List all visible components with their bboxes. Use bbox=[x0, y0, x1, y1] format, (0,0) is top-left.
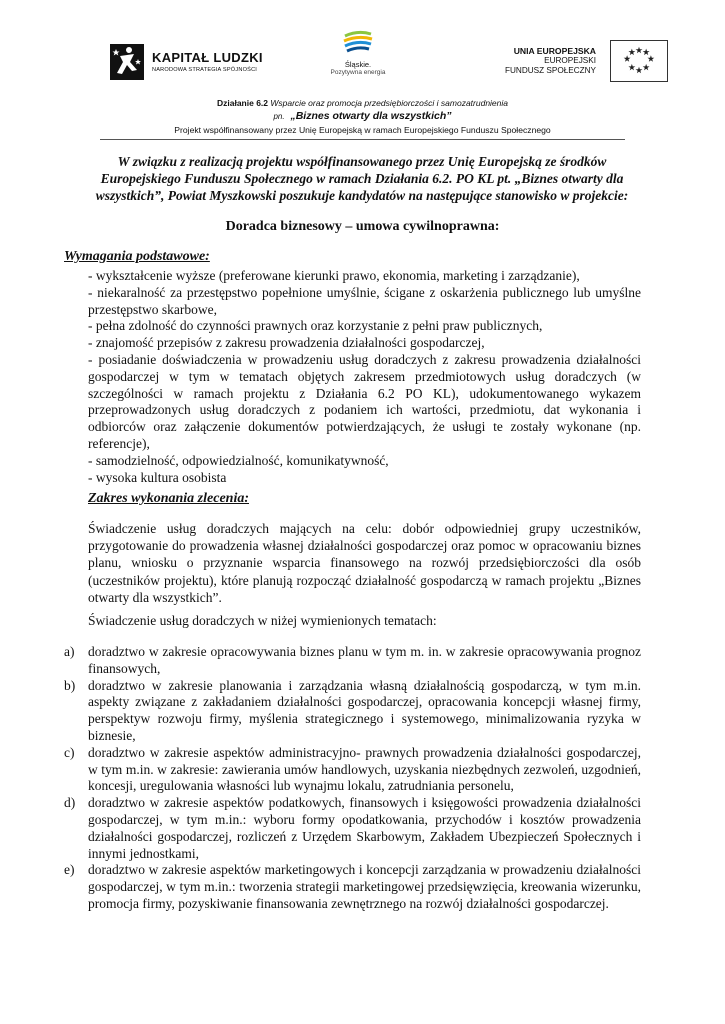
topic-item bbox=[64, 862, 641, 912]
pn-label: pn. bbox=[273, 112, 285, 121]
requirements-list bbox=[88, 268, 641, 486]
requirement-item: - samodzielność, odpowiedzialność, komunikatywność, bbox=[88, 452, 389, 468]
eu-line-3: FUNDUSZ SPOŁECZNY bbox=[505, 66, 596, 75]
requirement-item: - pełna zdolność do czynności prawnych oraz korzystanie z pełni praw publicznych, bbox=[88, 318, 543, 334]
intro-paragraph: W związku z realizacją projektu współfinansowanego przez Unię Europejską ze środków Europejskiego Funduszu Społecznego w ramach Działania 6.2. PO KL pt. „Biznes otwarty dla wszystkich”, Powiat Myszkowski poszukuje kandydatów na następujące stanowisko w projekcie: bbox=[95, 154, 629, 203]
eu-logo bbox=[494, 40, 674, 86]
topic-marker: d) bbox=[64, 795, 76, 811]
action-label: Działanie 6.2 bbox=[216, 98, 269, 108]
topics-intro: Świadczenie usług doradczych w niżej wymienionych tematach: bbox=[88, 613, 437, 628]
scope-heading: Zakres wykonania zlecenia: bbox=[88, 491, 249, 506]
kapital-ludzki-title: KAPITAŁ LUDZKI bbox=[152, 50, 263, 65]
topic-text: doradztwo w zakresie aspektów marketingowych i koncepcji zarządzania w prowadzeniu działalności gospodarczej, w tym m.in.: tworzenia strategii marketingowej przedsięwzięcia, kreowania wizerunku, promocja firmy, pozyskiwanie finansowania zewnętrznego na rozwój działalności gospodarczej. bbox=[88, 862, 641, 911]
topic-item bbox=[64, 795, 641, 862]
project-header bbox=[60, 97, 665, 136]
action-line bbox=[60, 97, 665, 109]
slaskie-logo bbox=[318, 28, 398, 84]
topic-marker: b) bbox=[64, 677, 76, 693]
topic-text: doradztwo w zakresie aspektów administracyjno- prawnych prowadzenia działalności gospodarczej, w tym m.in. w zakresie: zawierania umów handlowych, uzyskania niezbędnych zezwoleń, uzgodnień, koncesji, uregulowania własności lub wynajmu lokalu, zatrudniania personelu, bbox=[88, 744, 641, 794]
header-divider bbox=[100, 139, 625, 140]
logo-bar bbox=[0, 0, 725, 90]
topic-item bbox=[64, 644, 641, 678]
slaskie-name: Śląskie. bbox=[344, 60, 372, 69]
requirement-item: - znajomość przepisów z zakresu prowadzenia działalności gospodarczej, bbox=[88, 335, 485, 351]
topic-item bbox=[64, 678, 641, 745]
kapital-ludzki-subtitle: NARODOWA STRATEGIA SPÓJNOŚCI bbox=[152, 67, 258, 73]
topics-list bbox=[64, 644, 641, 913]
topic-text: doradztwo w zakresie planowania i zarządzania własną działalnością gospodarczą, w tym m.in. aspekty związane z zakładaniem działalności gospodarczej, opracowania koncepcji własnej firmy, perspektyw rozwoju firmy, myślenia strategicznego i systemowego, minimalizowania ryzyka w biznesie, bbox=[88, 677, 641, 743]
kapital-ludzki-icon bbox=[110, 44, 144, 80]
requirements-heading: Wymagania podstawowe: bbox=[64, 249, 210, 264]
eu-line-1: UNIA EUROPEJSKA bbox=[513, 46, 596, 56]
requirement-item: - wykształcenie wyższe (preferowane kierunki prawo, ekonomia, marketing i zarządzanie), bbox=[88, 268, 580, 283]
eu-line-2: EUROPEJSKI bbox=[544, 56, 596, 65]
project-name: „Biznes otwarty dla wszystkich” bbox=[290, 110, 452, 122]
slaskie-wave-icon bbox=[341, 28, 375, 56]
topic-marker: e) bbox=[64, 862, 75, 878]
scope-paragraph: Świadczenie usług doradczych mających na celu: dobór odpowiedniej grupy uczestników, przygotowanie do prowadzenia własnej działalności gospodarczej oraz pomoc w opracowaniu biznes planu, wniosku o przyznanie wsparcia finansowego na rozwój przedsiębiorczości dla osób (uczestników projektu), które planują rozpocząć działalność gospodarczą w ramach projektu „Biznes otwarty dla wszystkich”. bbox=[88, 521, 641, 605]
topic-marker: c) bbox=[64, 744, 75, 760]
eu-flag-icon bbox=[610, 40, 668, 82]
eu-logo-text bbox=[494, 46, 596, 76]
kapital-ludzki-logo bbox=[110, 44, 270, 84]
requirement-item: - posiadanie doświadczenia w prowadzeniu usług doradczych z zakresu prowadzenia działalności gospodarczej w tym w tematach objętych zakresem przedmiotowych usług doradczych (w szczególności w ramach projektu z Działania 6.2 PO KL), udokumentowanego wykazem przeprowadzonych usług doradczych z podaniem ich wartości, przedmiotu, dat wykonania i odbiorców oraz załączenie dokumentów potwierdzających, że usługi te zostały wykonane (np. referencje), bbox=[88, 351, 641, 451]
slaskie-tagline: Pozytywna energia bbox=[330, 69, 386, 76]
project-name-line bbox=[60, 109, 665, 124]
topic-text: doradztwo w zakresie opracowywania biznes planu w tym m. in. w zakresie opracowywania prognoz finansowych, bbox=[88, 644, 641, 676]
action-text: Wsparcie oraz promocja przedsiębiorczości i samozatrudnienia bbox=[268, 98, 509, 108]
topic-text: doradztwo w zakresie aspektów podatkowych, finansowych i księgowości prowadzenia działalności gospodarczej, w tym m.in.: wyboru formy opodatkowania, przychodów i kosztów prowadzenia działalności gospodarczej, rozliczeń z Urzędem Skarbowym, Zakładem Ubezpieczeń Społecznych i innymi jednostkami, bbox=[88, 795, 641, 861]
requirement-item: - niekaralność za przestępstwo popełnione umyślnie, ścigane z oskarżenia publicznego lub umyślne przestępstwo skarbowe, bbox=[88, 284, 641, 317]
cofinanced-line: Projekt współfinansowany przez Unię Europejską w ramach Europejskiego Funduszu Społecznego bbox=[174, 125, 551, 135]
requirement-item: - wysoka kultura osobista bbox=[88, 469, 227, 485]
position-title: Doradca biznesowy – umowa cywilnoprawna: bbox=[225, 219, 500, 234]
topic-marker: a) bbox=[64, 644, 75, 659]
topic-item bbox=[64, 745, 641, 795]
